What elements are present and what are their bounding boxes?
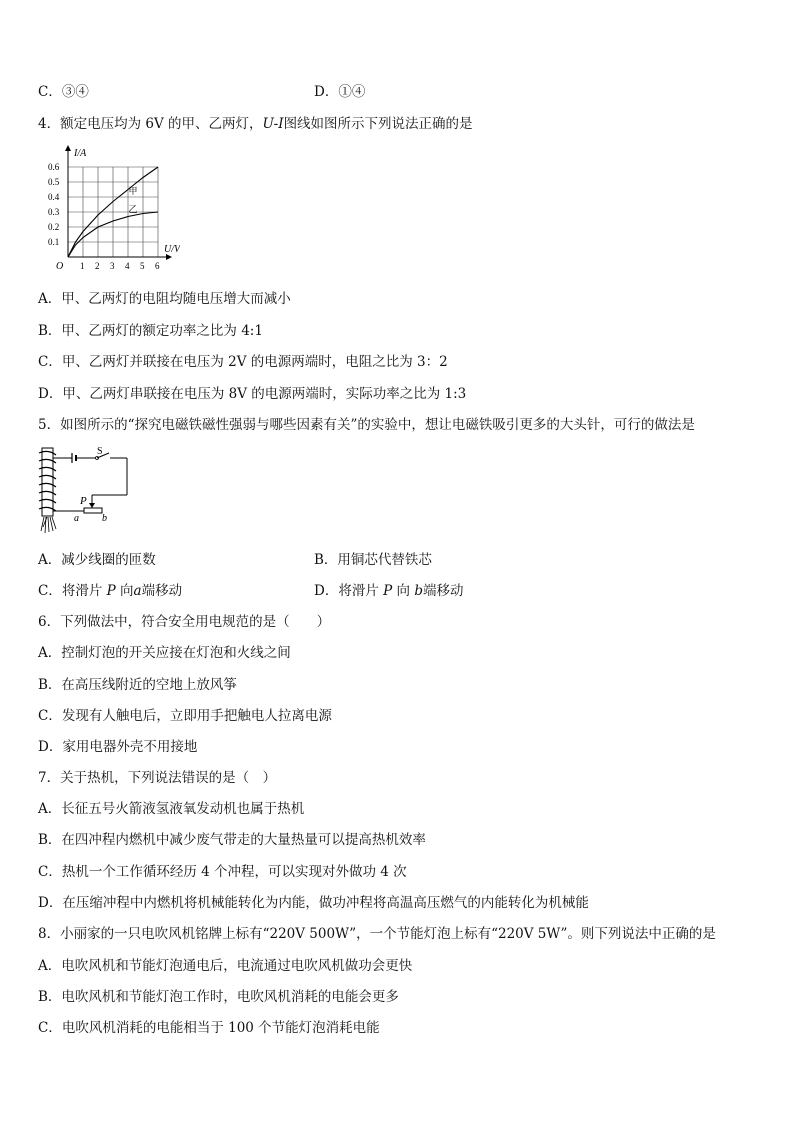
q8-stem: 8．小丽家的一只电吹风机铭牌上标有“220V 500W”，一个节能灯泡上标有“220V 5W”。则下列说法中正确的是 [38, 926, 716, 942]
q7-stem: 7．关于热机，下列说法错误的是（ ） [38, 770, 277, 786]
y-tick-label: 0.3 [48, 207, 60, 217]
q4-ui-chart [40, 143, 180, 273]
q4-option-b: B．甲、乙两灯的额定功率之比为 4:1 [38, 323, 263, 339]
rheostat [84, 508, 102, 513]
q4-option-c: C．甲、乙两灯并联接在电压为 2V 的电源两端时，电阻之比为 3：2 [38, 354, 448, 370]
iron-core [42, 448, 53, 516]
slider-arrow [89, 503, 95, 508]
q8-option-c: C．电吹风机消耗的电能相当于 100 个节能灯泡消耗电能 [38, 1020, 380, 1036]
series-label: 甲 [128, 185, 138, 196]
q7-option-b: B．在四冲程内燃机中减少废气带走的大量热量可以提高热机效率 [38, 832, 426, 848]
y-axis-label: I/A [74, 148, 87, 159]
x-tick-label: 5 [140, 261, 145, 271]
y-tick-label: 0.2 [48, 222, 60, 232]
q3-option-d: D．①④ [314, 84, 366, 100]
q4-option-d: D．甲、乙两灯串联接在电压为 8V 的电源两端时，实际功率之比为 1:3 [38, 386, 467, 402]
q8-option-b: B．电吹风机和节能灯泡工作时，电吹风机消耗的电能会更多 [38, 989, 399, 1005]
q5-option-d: D．将滑片 P 向 b端移动 [314, 583, 464, 599]
q6-stem: 6．下列做法中，符合安全用电规范的是（ ） [38, 614, 331, 630]
q5-option-c: C．将滑片 P 向a端移动 [38, 583, 183, 599]
pins [41, 517, 56, 533]
x-tick-label: 2 [95, 261, 100, 271]
q7-option-d: D．在压缩冲程中内燃机将机械能转化为内能，做功冲程将高温高压燃气的内能转化为机械能 [38, 895, 589, 911]
x-tick-label: 1 [80, 261, 85, 271]
y-tick-label: 0.5 [48, 177, 60, 187]
y-tick-label: 0.1 [48, 237, 60, 247]
q8-option-a: A．电吹风机和节能灯泡通电后，电流通过电吹风机做功会更快 [38, 958, 413, 974]
origin-label: O [56, 261, 64, 272]
end-a-label: a [74, 513, 79, 524]
q5-option-a: A．减少线圈的匝数 [38, 552, 156, 568]
q6-option-c: C．发现有人触电后，立即用手把触电人拉离电源 [38, 708, 332, 724]
y-tick-label: 0.4 [48, 192, 60, 202]
end-b-label: b [102, 513, 107, 524]
electromagnet-circuit-diagram [34, 443, 134, 538]
y-tick-label: 0.6 [48, 162, 60, 172]
q5-option-b: B．用铜芯代替铁芯 [314, 552, 432, 568]
slider-label: P [80, 495, 87, 507]
x-tick-label: 4 [125, 261, 130, 271]
q6-option-d: D．家用电器外壳不用接地 [38, 739, 198, 755]
q5-stem: 5．如图所示的“探究电磁铁磁性强弱与哪些因素有关”的实验中，想让电磁铁吸引更多的大头针，可行的做法是 [38, 417, 695, 433]
x-tick-label: 3 [110, 261, 115, 271]
series-label: 乙 [128, 204, 138, 215]
x-axis-label: U/V [164, 244, 180, 255]
q4-option-a: A．甲、乙两灯的电阻均随电压增大而减小 [38, 291, 291, 307]
q6-option-a: A．控制灯泡的开关应接在灯泡和火线之间 [38, 645, 291, 661]
switch-label: S [97, 446, 103, 457]
x-tick-label: 6 [155, 261, 160, 271]
q6-option-b: B．在高压线附近的空地上放风筝 [38, 677, 237, 693]
y-axis-arrow [65, 145, 71, 151]
q3-option-c: C．③④ [38, 84, 89, 100]
q7-option-c: C．热机一个工作循环经历 4 个冲程，可以实现对外做功 4 次 [38, 864, 407, 880]
q7-option-a: A．长征五号火箭液氢液氧发动机也属于热机 [38, 801, 305, 817]
q4-stem: 4．额定电压均为 6V 的甲、乙两灯，U-I图线如图所示下列说法正确的是 [38, 116, 473, 132]
